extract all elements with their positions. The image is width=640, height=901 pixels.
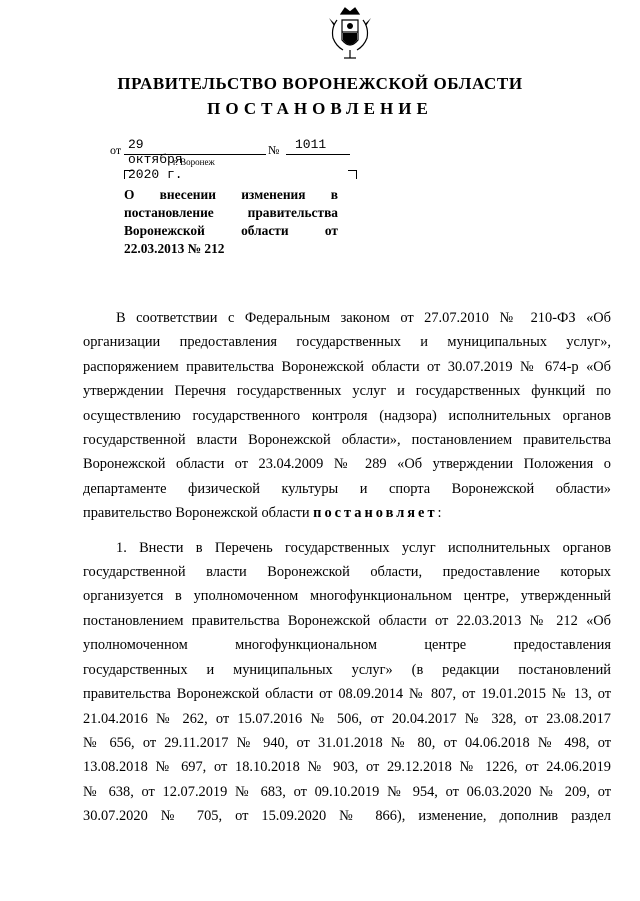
text-line	[83, 501, 611, 525]
text-line: осуществлению государственного контроля (надзора) исполнительных органов	[83, 407, 611, 424]
government-title: ПРАВИТЕЛЬСТВО ВОРОНЕЖСКОЙ ОБЛАСТИ	[117, 74, 523, 93]
text-line: государственной власти Воронежской области», постановлением правительства	[83, 432, 611, 449]
text-line: организации предоставления государственных и муниципальных услуг»,	[83, 334, 611, 351]
text-line: организуется в уполномоченном многофункциональном центре, утвержденный	[83, 588, 611, 605]
text-line: 21.04.2016 № 262, от 15.07.2016 № 506, от 20.04.2017 № 328, от 23.08.2017	[83, 710, 611, 727]
text-line: уполномоченном многофункциональном центре предоставления	[83, 637, 611, 654]
document-number: 1011	[295, 137, 327, 152]
text-line: департаменте физической культуры и спорта Воронежской области»	[83, 480, 611, 497]
text-line: распоряжением правительства Воронежской области от 30.07.2019 № 674-р «Об	[83, 358, 611, 375]
city: г. Воронеж	[173, 157, 215, 167]
from-label: от	[110, 143, 122, 157]
decree-suffix: :	[437, 505, 442, 522]
paragraph-preamble	[83, 306, 611, 526]
text-line: утверждении Перечня государственных услуг и государственных функций по	[83, 383, 611, 400]
document-subject	[124, 186, 338, 258]
subject-corner-right	[348, 170, 357, 179]
subject-line: 22.03.2013 № 212	[124, 241, 225, 256]
text-line: Воронежской области от 23.04.2009 № 289 «Об утверждении Положения о	[83, 456, 611, 473]
subject-line: О внесении изменения в	[124, 187, 338, 202]
text-line: государственных и муниципальных услуг» (в редакции постановлений	[83, 661, 611, 678]
paragraph-item-1	[83, 536, 611, 829]
decree-word: постановляет	[313, 505, 438, 522]
text-line: 1. Внести в Перечень государственных услуг исполнительных органов	[116, 539, 611, 556]
subject-corner-left	[124, 170, 133, 179]
number-label: №	[268, 143, 280, 157]
subject-line: Воронежской области от	[124, 223, 338, 238]
text-line: правительства Воронежской области от 08.09.2014 № 807, от 19.01.2015 № 13, от	[83, 686, 611, 703]
text-line: государственной власти Воронежской области, предоставление которых	[83, 564, 611, 581]
text-line: № 638, от 12.07.2019 № 683, от 09.10.2019 № 954, от 06.03.2020 № 209, от	[83, 783, 611, 800]
text-line: 13.08.2018 № 697, от 18.10.2018 № 903, от 29.12.2018 № 1226, от 24.06.2019	[83, 759, 611, 776]
coat-of-arms-icon	[327, 6, 373, 64]
decree-prefix: правительство Воронежской области	[83, 505, 314, 522]
document-type: ПОСТАНОВЛЕНИЕ	[207, 99, 433, 118]
document-date: 29 октября 2020 г.	[128, 137, 183, 182]
text-line: В соответствии с Федеральным законом от 27.07.2010 № 210-ФЗ «Об	[116, 310, 611, 326]
text-line: постановлением правительства Воронежской области от 22.03.2013 № 212 «Об	[83, 612, 611, 629]
document-body	[83, 306, 611, 829]
text-line: № 656, от 29.11.2017 № 940, от 31.01.2018 № 80, от 04.06.2018 № 498, от	[83, 734, 611, 751]
text-line: 30.07.2020 № 705, от 15.09.2020 № 866), изменение, дополнив раздел	[83, 808, 611, 825]
subject-line: постановление правительства	[124, 205, 338, 220]
